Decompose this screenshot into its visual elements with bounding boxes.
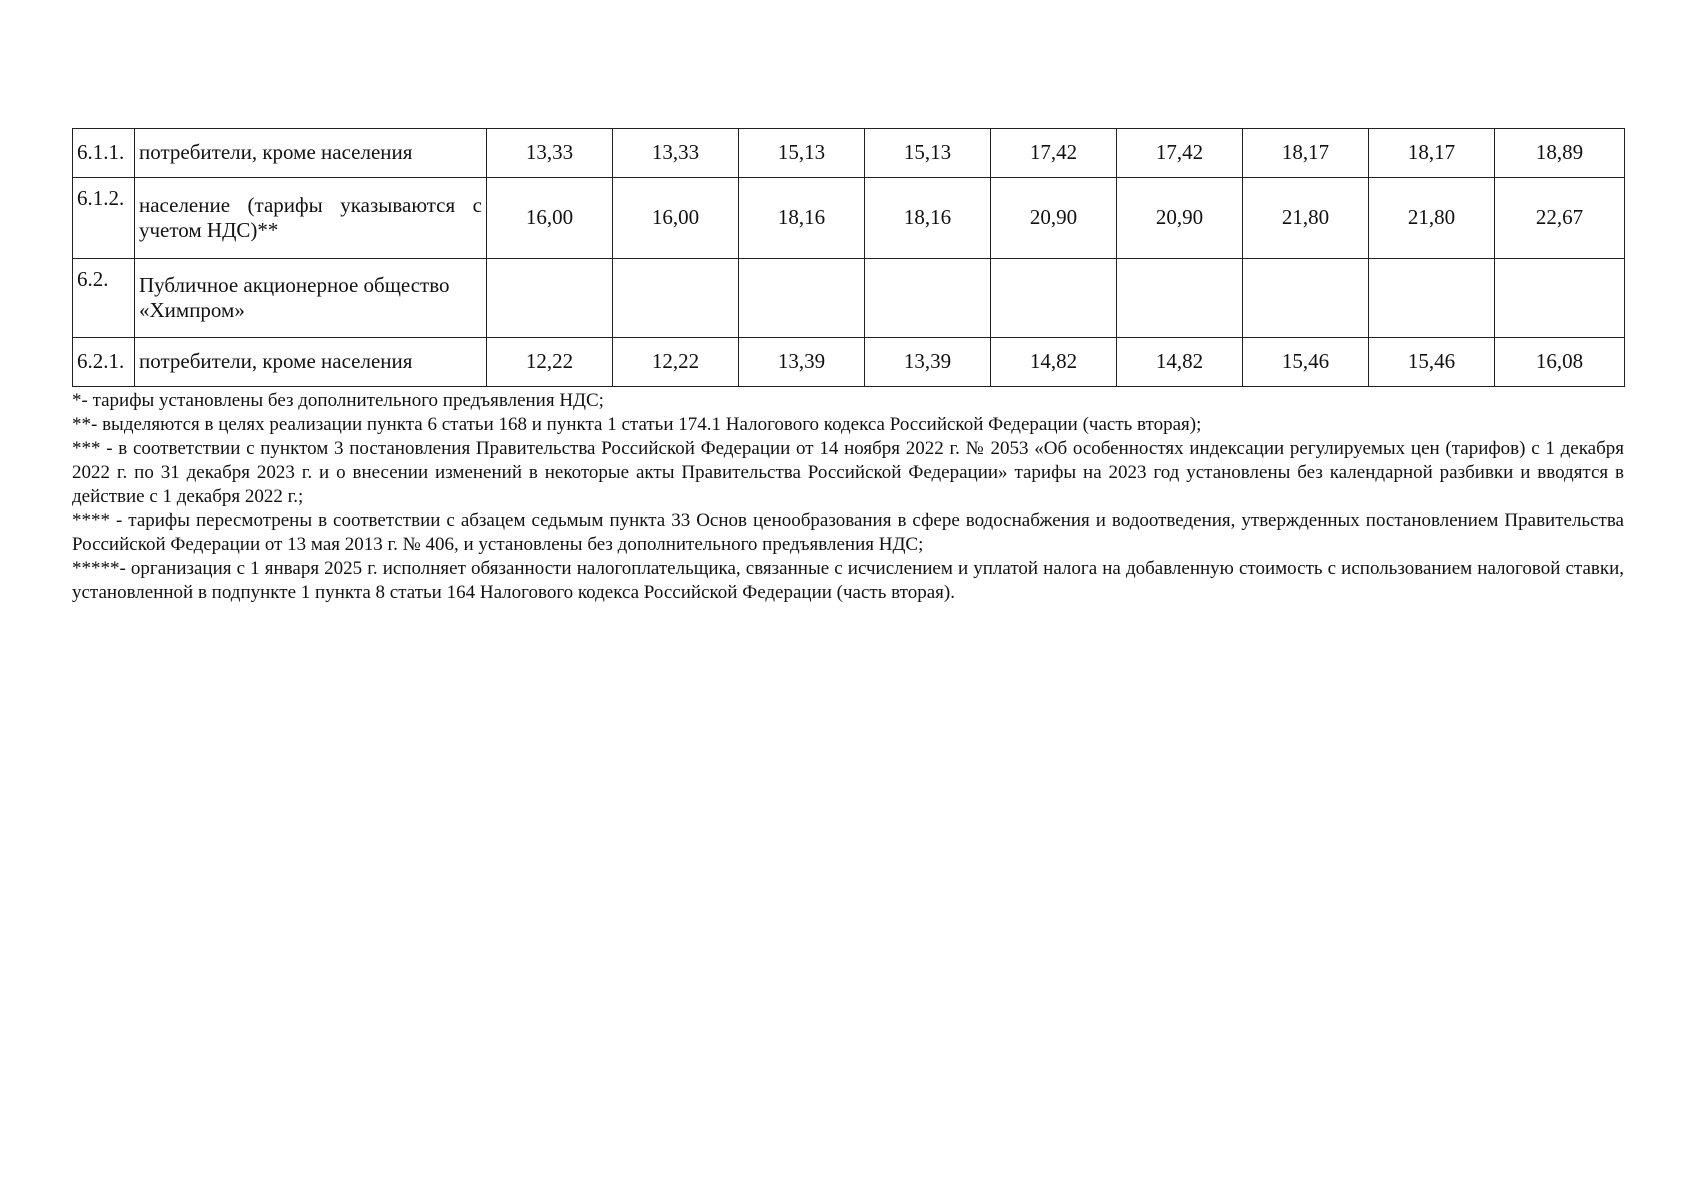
row-name: население (тарифы указываются с учетом НДС)** <box>135 178 487 259</box>
tariff-value <box>1495 259 1625 338</box>
tariff-value <box>991 259 1117 338</box>
tariff-value: 13,33 <box>613 129 739 178</box>
footnote: *****- организация с 1 января 2025 г. исполняет обязанности налогоплательщика, связанные с исчислением и уплатой налога на добавленную стоимость с использованием налоговой ставки, установленной в подпункте 1 пункта 8 статьи 164 Налогового кодекса Российской Федерации (часть вторая). <box>72 558 1624 603</box>
footnote: **- выделяются в целях реализации пункта 6 статьи 168 и пункта 1 статьи 174.1 Налогового кодекса Российской Федерации (часть вторая); <box>72 414 1202 435</box>
tariff-value: 18,16 <box>865 178 991 259</box>
row-number: 6.2. <box>73 259 135 338</box>
tariff-value <box>487 259 613 338</box>
tariff-value <box>865 259 991 338</box>
tariff-value <box>1243 259 1369 338</box>
tariff-value <box>1369 259 1495 338</box>
tariff-value: 13,33 <box>487 129 613 178</box>
tariff-value: 18,17 <box>1369 129 1495 178</box>
footnote: *** - в соответствии с пунктом 3 постановления Правительства Российской Федерации от 14 ноября 2022 г. № 2053 «Об особенностях индексации регулируемых цен (тарифов) с 1 декабря 2022 г. по 31 декабря 2023 г. и о внесении изменений в некоторые акты Правительства Российской Федерации» тарифы на 2023 год установлены без календарной разбивки и вводятся в действие с 1 декабря 2022 г.; <box>72 438 1624 507</box>
table-row <box>73 129 1625 178</box>
table-row <box>73 338 1625 387</box>
tariff-value: 18,89 <box>1495 129 1625 178</box>
tariff-value <box>739 259 865 338</box>
tariff-value: 16,00 <box>487 178 613 259</box>
tariff-value <box>1117 259 1243 338</box>
row-name: Публичное акционерное общество «Химпром» <box>135 259 487 338</box>
tariff-value: 20,90 <box>1117 178 1243 259</box>
footnotes <box>72 389 1624 605</box>
tariff-value: 21,80 <box>1243 178 1369 259</box>
table-row <box>73 178 1625 259</box>
tariff-value: 18,17 <box>1243 129 1369 178</box>
tariff-value: 14,82 <box>1117 338 1243 387</box>
footnote: **** - тарифы пересмотрены в соответствии с абзацем седьмым пункта 33 Основ ценообразования в сфере водоснабжения и водоотведения, утвержденных постановлением Правительства Российской Федерации от 13 мая 2013 г. № 406, и установлены без дополнительного предъявления НДС; <box>72 510 1624 555</box>
tariff-value: 12,22 <box>613 338 739 387</box>
row-name: потребители, кроме населения <box>135 129 487 178</box>
footnote: *- тарифы установлены без дополнительного предъявления НДС; <box>72 390 604 411</box>
row-name: потребители, кроме населения <box>135 338 487 387</box>
tariff-value: 13,39 <box>865 338 991 387</box>
tariff-value: 12,22 <box>487 338 613 387</box>
tariff-value: 20,90 <box>991 178 1117 259</box>
tariff-value: 15,46 <box>1369 338 1495 387</box>
tariff-value: 17,42 <box>991 129 1117 178</box>
tariff-value: 15,13 <box>865 129 991 178</box>
table-row <box>73 259 1625 338</box>
row-number: 6.1.2. <box>73 178 135 259</box>
tariff-value: 15,46 <box>1243 338 1369 387</box>
row-number: 6.2.1. <box>73 338 135 387</box>
row-number: 6.1.1. <box>73 129 135 178</box>
tariff-value: 14,82 <box>991 338 1117 387</box>
tariff-value <box>613 259 739 338</box>
tariff-value: 16,08 <box>1495 338 1625 387</box>
tariff-value: 13,39 <box>739 338 865 387</box>
tariff-value: 18,16 <box>739 178 865 259</box>
tariff-value: 15,13 <box>739 129 865 178</box>
tariff-value: 22,67 <box>1495 178 1625 259</box>
tariff-value: 21,80 <box>1369 178 1495 259</box>
tariff-table <box>72 128 1625 387</box>
tariff-value: 17,42 <box>1117 129 1243 178</box>
tariff-value: 16,00 <box>613 178 739 259</box>
document-page <box>72 128 1624 605</box>
